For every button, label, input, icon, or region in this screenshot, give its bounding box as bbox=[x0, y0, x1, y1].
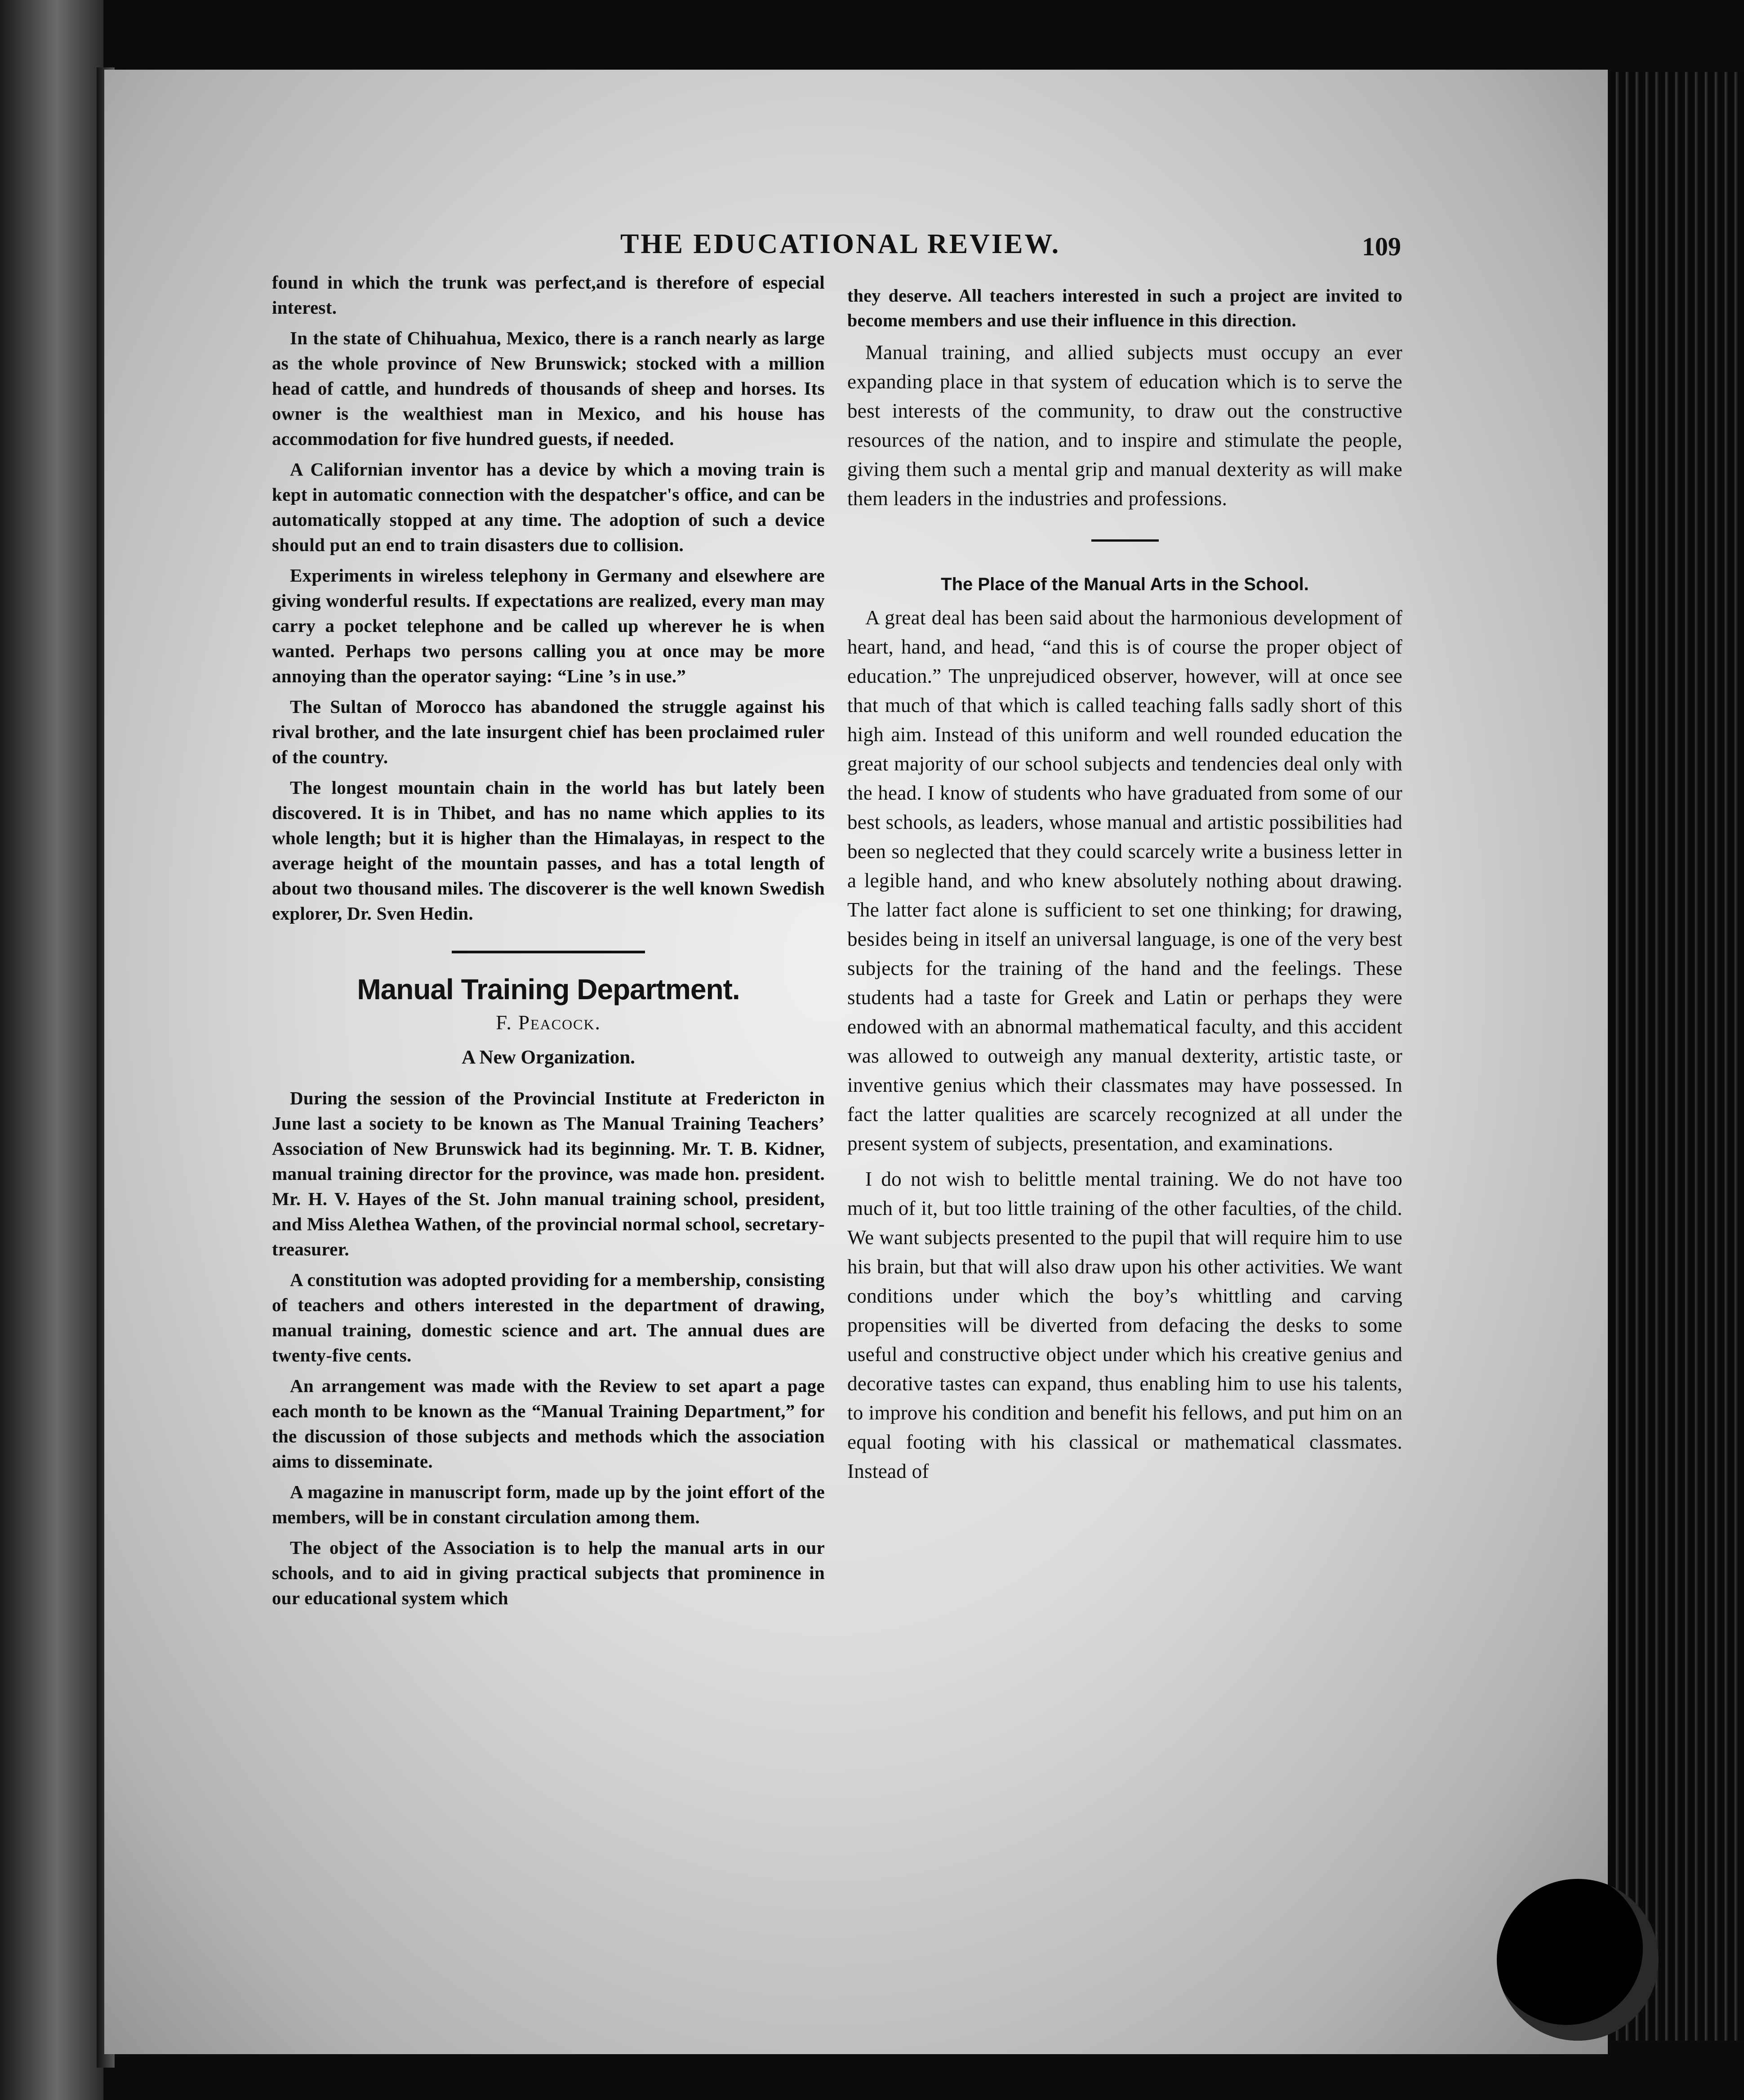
page-number: 109 bbox=[1362, 232, 1401, 261]
previous-page-edge bbox=[0, 0, 103, 2100]
paragraph: A constitution was adopted providing for a membership, consisting of teachers and others interested in the department of drawing, manual training, domestic science and art. The annual dues are twenty-five cents. bbox=[272, 1269, 825, 1366]
department-author: F. Peacock. bbox=[496, 1011, 601, 1034]
paragraph: An arrangement was made with the Review to set apart a page each month to be known as the “Manual Training Department,” for the discussion of those subjects and methods which the association aims to disseminate. bbox=[272, 1375, 825, 1472]
department-title: Manual Training Department. bbox=[357, 973, 740, 1006]
journal-title: THE EDUCATIONAL REVIEW. bbox=[620, 229, 1061, 259]
department-subtitle: A New Organization. bbox=[462, 1047, 635, 1068]
paragraph: found in which the trunk was perfect,and is therefore of especial interest. bbox=[272, 272, 825, 318]
page-stack-edge bbox=[1609, 72, 1744, 2041]
left-column bbox=[272, 270, 825, 1616]
paragraph: Experiments in wireless telephony in Germany and elsewhere are giving wonderful results. If expectations are realized, every man may carry a pocket telephone and be called up wherever he is when wanted. Perhaps two persons calling you at once may be more annoying than the operator saying: “Line ’s in use.” bbox=[272, 565, 825, 686]
right-column bbox=[847, 283, 1402, 1492]
section-divider bbox=[1091, 539, 1159, 542]
paragraph: The longest mountain chain in the world has but lately been discovered. It is in Thibet, and has no name which applies to its whole length; but it is higher than the Himalayas, in respect to the average height of the mountain passes, and has a total length of about two thousand miles. The discoverer is the well known Swedish explorer, Dr. Sven Hedin. bbox=[272, 777, 825, 924]
section-divider bbox=[452, 951, 645, 953]
paragraph: Manual training, and allied subjects must occupy an ever expanding place in that system of education which is to serve the best interests of the community, to draw out the constructive resources of the nation, and to inspire and stimulate the people, giving them such a mental grip and manual dexterity as will make them leaders in the industries and professions. bbox=[847, 341, 1402, 510]
paragraph: I do not wish to belittle mental training. We do not have too much of it, but too little training of the other faculties, of the child. We want subjects presented to the pupil that will require him to use his brain, but that will also draw upon his other activities. We want conditions under which the boy’s whittling and carving propensities will be diverted from defacing the desks to some useful and constructive object under which his creative genius and decorative tastes can expand, thus enabling him to use his talents, to improve his condition and benefit his fellows, and put him on an equal footing with his classical or mathematical classmates. Instead of bbox=[847, 1168, 1402, 1482]
paragraph: A Californian inventor has a device by which a moving train is kept in automatic connection with the despatcher's office, and can be automatically stopped at any time. The adoption of such a device should put an end to train disasters due to collision. bbox=[272, 459, 825, 555]
paragraph: During the session of the Provincial Institute at Fredericton in June last a society to be known as The Manual Training Teachers’ Association of New Brunswick had its beginning. Mr. T. B. Kidner, manual training director for the province, was made hon. president. Mr. H. V. Hayes of the St. John manual training school, president, and Miss Alethea Wathen, of the provincial normal school, secretary-treasurer. bbox=[272, 1088, 825, 1259]
paragraph: they deserve. All teachers interested in such a project are invited to become members and use their influence in this direction. bbox=[847, 285, 1402, 330]
section-heading: The Place of the Manual Arts in the School. bbox=[941, 574, 1309, 594]
paragraph: The Sultan of Morocco has abandoned the struggle against his rival brother, and the late insurgent chief has been proclaimed ruler of the country. bbox=[272, 696, 825, 767]
paragraph: A great deal has been said about the harmonious development of heart, hand, and head, “and this is of course the proper object of education.” The unprejudiced observer, however, will at once see that much of that which is called teaching falls sadly short of this high aim. Instead of this uniform and well rounded education the great majority of our school subjects and tendencies deal only with the head. I know of students who have graduated from some of our best schools, as leaders, whose manual and artistic possibilities had been so neglected that they could scarcely write a business letter in a legible hand, and who knew absolutely nothing about drawing. The latter fact alone is sufficient to set one thinking; for drawing, besides being in itself an universal language, is one of the very best subjects for the training of the hand and the feelings. These students had a taste for Greek and Latin or perhaps they were endowed with an abnormal mathematical faculty, and this accident was allowed to outweigh any manual dexterity, artistic taste, or inventive genius which their classmates may have possessed. In fact the latter qualities are scarcely recognized at all under the present system of subjects, presentation, and examinations. bbox=[847, 606, 1402, 1155]
paragraph: The object of the Association is to help the manual arts in our schools, and to aid in giving practical subjects that prominence in our educational system which bbox=[272, 1537, 825, 1608]
page-curl-shadow bbox=[1497, 1879, 1659, 2041]
paragraph: A magazine in manuscript form, made up by the joint effort of the members, will be in constant circulation among them. bbox=[272, 1482, 825, 1527]
paragraph: In the state of Chihuahua, Mexico, there is a ranch nearly as large as the whole province of New Brunswick; stocked with a million head of cattle, and hundreds of thousands of sheep and horses. Its owner is the wealthiest man in Mexico, and his house has accommodation for five hundred guests, if needed. bbox=[272, 328, 825, 449]
